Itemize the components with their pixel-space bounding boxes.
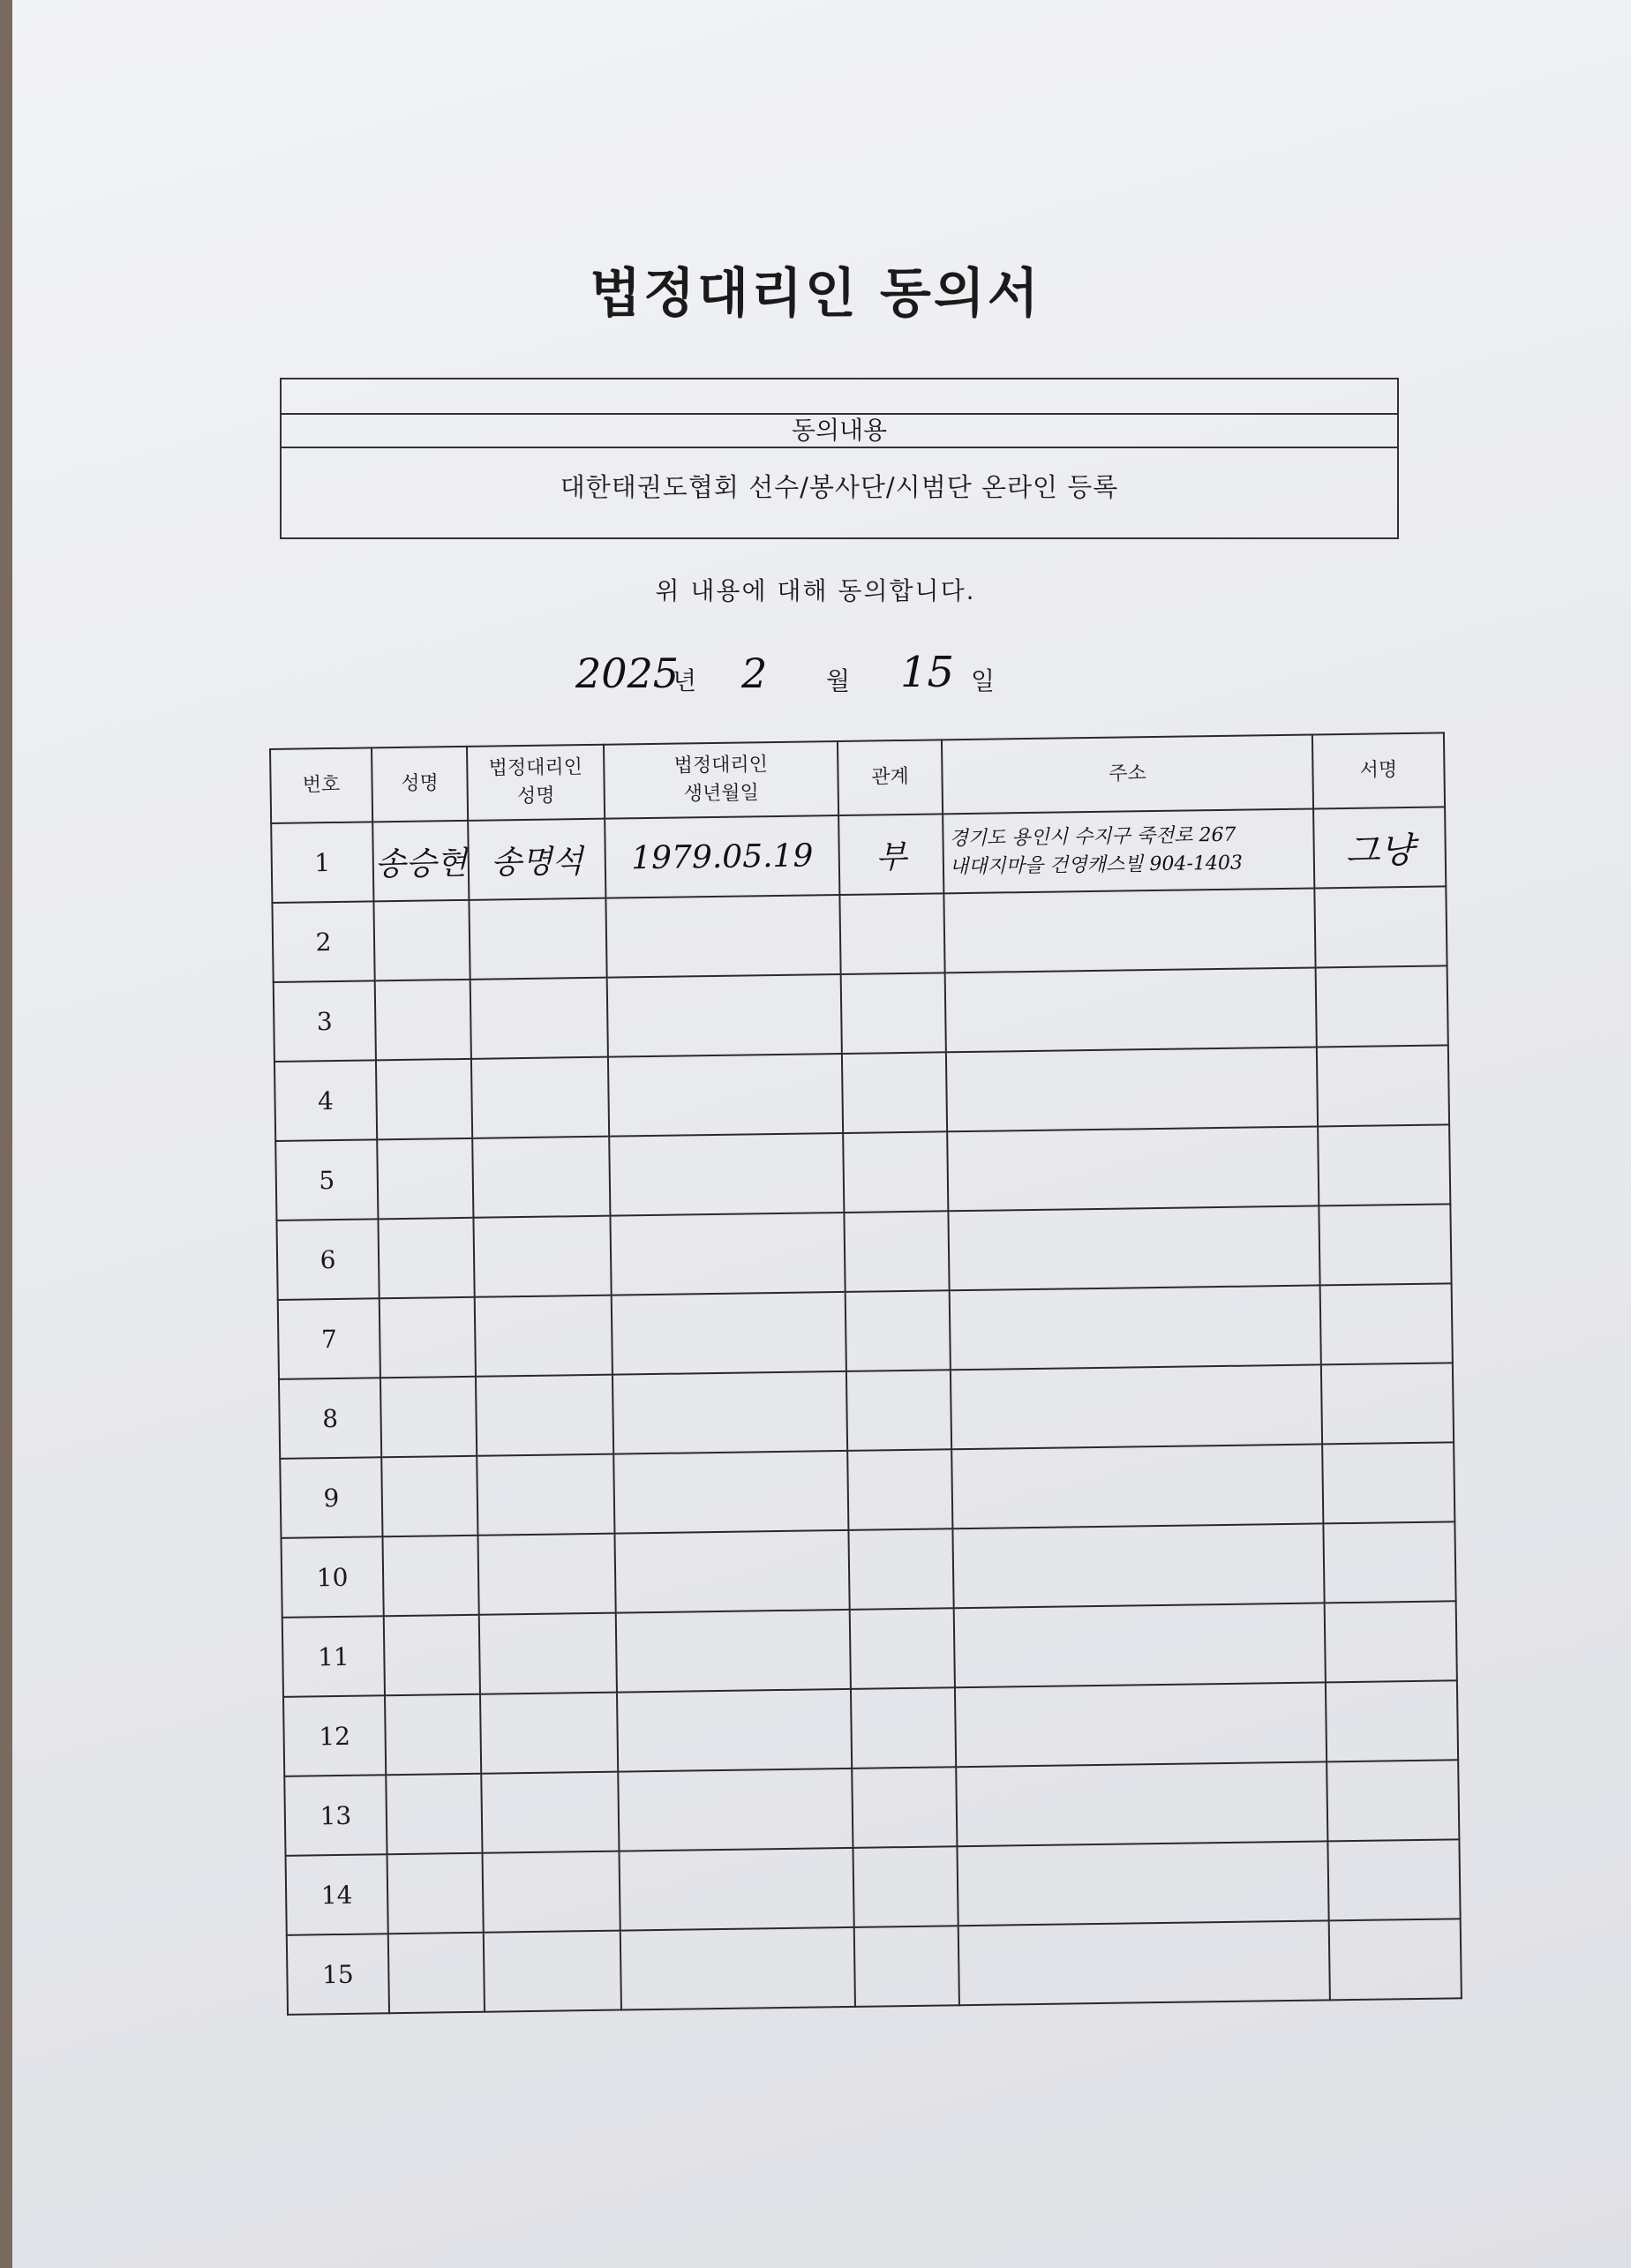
header-guardian-birth-line1: 법정대리인: [673, 754, 769, 777]
guardian-birthdate: [619, 1848, 853, 1931]
guardian-name: [484, 1931, 621, 2012]
student-name: [380, 1297, 476, 1378]
header-guardian-birth-line2: 생년월일: [683, 782, 759, 806]
row-number: 3: [274, 980, 376, 1062]
row-number: 11: [282, 1616, 385, 1697]
date-line: [574, 642, 1191, 704]
relation: [852, 1767, 957, 1848]
guardian-name: [471, 1057, 609, 1138]
address: [957, 1841, 1328, 1926]
signature: [1318, 1124, 1450, 1205]
guardian-table: [269, 732, 1462, 2015]
header-guardian-name: [467, 745, 605, 821]
signature: [1322, 1442, 1454, 1523]
row-number: 8: [279, 1378, 381, 1459]
signature: [1327, 1760, 1459, 1841]
signature: [1314, 886, 1447, 967]
guardian-birthdate: [605, 895, 840, 978]
address: [946, 1047, 1318, 1131]
signature: [1325, 1601, 1457, 1682]
table-row: [287, 1919, 1462, 2015]
address: [950, 1285, 1321, 1370]
header-guardian-name-line1: 법정대리인: [488, 756, 583, 780]
guardian-birthdate: [609, 1133, 844, 1216]
row-number: 13: [284, 1775, 387, 1856]
guardian-name: [469, 898, 606, 980]
date-day-unit: 일: [971, 666, 996, 695]
signature: [1329, 1919, 1462, 2000]
row-number: 15: [287, 1934, 389, 2015]
guardian-name: [477, 1534, 615, 1615]
guardian-birthdate: [616, 1610, 851, 1693]
guardian-name: [470, 978, 608, 1059]
student-name: [380, 1377, 477, 1457]
signature: [1316, 965, 1448, 1047]
guardian-name: [476, 1375, 613, 1456]
relation: 부: [838, 814, 943, 895]
relation: [842, 1052, 947, 1133]
guardian-birthdate: 1979.05.19: [605, 815, 839, 898]
guardian-birthdate: [618, 1769, 853, 1851]
relation: [848, 1528, 953, 1610]
row-number: 14: [286, 1854, 388, 1935]
address: [955, 1682, 1327, 1767]
address: [947, 1126, 1319, 1211]
address: [945, 967, 1317, 1052]
relation: [853, 1846, 958, 1927]
address: [956, 1761, 1327, 1846]
guardian-birthdate: [607, 974, 842, 1057]
relation: [854, 1926, 959, 2007]
guardian-birthdate: [620, 1927, 855, 2010]
address-line1: 경기도 용인시 수지구 죽전로 267: [949, 823, 1236, 851]
signature: [1321, 1363, 1454, 1444]
signature: [1319, 1204, 1451, 1285]
student-name: [382, 1536, 478, 1616]
consent-content: 대한태권도협회 선수/봉사단/시범단 온라인 등록: [560, 472, 1119, 502]
guardian-name: [477, 1454, 614, 1536]
student-name: [381, 1456, 477, 1536]
row-number: 2: [272, 901, 374, 982]
row-number: 12: [283, 1695, 386, 1776]
row-number: 9: [280, 1457, 382, 1538]
guardian-birthdate: [612, 1292, 846, 1375]
date-year-unit: 년: [673, 666, 697, 695]
signature: [1320, 1283, 1453, 1364]
guardian-name: [483, 1851, 620, 1933]
relation: [844, 1211, 949, 1292]
guardian-name: [472, 1137, 610, 1218]
student-name: [373, 900, 470, 980]
header-address: 주소: [942, 734, 1313, 814]
relation: [847, 1449, 952, 1530]
guardian-name: [481, 1772, 619, 1853]
row-number: 5: [275, 1139, 378, 1220]
student-name: [385, 1694, 481, 1775]
row-number: 6: [276, 1219, 379, 1300]
address: [952, 1523, 1324, 1608]
student-name: 송승현: [372, 821, 469, 901]
address: [958, 1920, 1330, 2005]
document-title: 법정대리인 동의서: [590, 263, 1041, 325]
row-number: 7: [278, 1298, 380, 1379]
signature: 그냥: [1313, 807, 1446, 888]
relation: [841, 973, 946, 1054]
signature: [1327, 1839, 1460, 1920]
relation: [839, 893, 944, 974]
address: [943, 888, 1315, 973]
date-year: 2025: [575, 650, 680, 697]
student-name: [378, 1218, 474, 1298]
student-name: [387, 1853, 484, 1934]
guardian-birthdate: [613, 1451, 848, 1534]
guardian-name: [475, 1295, 613, 1377]
agreement-statement: 위 내용에 대해 동의합니다.: [655, 576, 976, 605]
date-month-unit: 월: [826, 666, 851, 695]
address: [948, 1205, 1319, 1290]
header-name: 성명: [372, 747, 468, 822]
guardian-birthdate: [614, 1530, 849, 1613]
guardian-birthdate: [608, 1054, 843, 1137]
address: [951, 1364, 1322, 1449]
header-signature: 서명: [1312, 732, 1445, 808]
student-name: [376, 1059, 472, 1139]
row-number: 10: [281, 1536, 383, 1618]
header-guardian-birth: [604, 741, 838, 819]
guardian-birthdate: [610, 1213, 845, 1295]
relation: [843, 1131, 948, 1213]
row-number: 4: [274, 1060, 377, 1141]
signature: [1326, 1680, 1458, 1761]
guardian-name: 송명석: [468, 819, 605, 900]
student-name: [375, 980, 471, 1060]
relation: [850, 1608, 955, 1689]
student-name: [384, 1615, 480, 1695]
address: [951, 1444, 1323, 1528]
guardian-birthdate: [613, 1371, 847, 1454]
guardian-name: [473, 1216, 611, 1297]
signature: [1323, 1521, 1455, 1603]
student-name: [386, 1774, 482, 1854]
guardian-table-wrap: [269, 732, 1461, 2016]
student-name: [388, 1933, 485, 2013]
address: [943, 808, 1314, 893]
relation: [846, 1290, 951, 1371]
header-guardian-name-line2: 성명: [516, 785, 555, 808]
date-month: 2: [741, 650, 768, 697]
date-day: 15: [900, 648, 955, 697]
relation: [851, 1687, 956, 1769]
header-relation: 관계: [838, 740, 943, 815]
header-no: 번호: [270, 747, 372, 823]
student-name: [377, 1138, 473, 1219]
row-number: 1: [271, 822, 373, 903]
relation: [846, 1370, 951, 1451]
guardian-name: [480, 1693, 618, 1774]
address: [954, 1603, 1326, 1687]
guardian-birthdate: [617, 1689, 852, 1772]
consent-heading: 동의내용: [282, 413, 1397, 448]
address-line2: 내대지마을 건영캐스빌 904-1403: [949, 852, 1244, 879]
consent-box: [280, 378, 1399, 539]
guardian-name: [479, 1613, 617, 1694]
signature: [1317, 1045, 1449, 1126]
